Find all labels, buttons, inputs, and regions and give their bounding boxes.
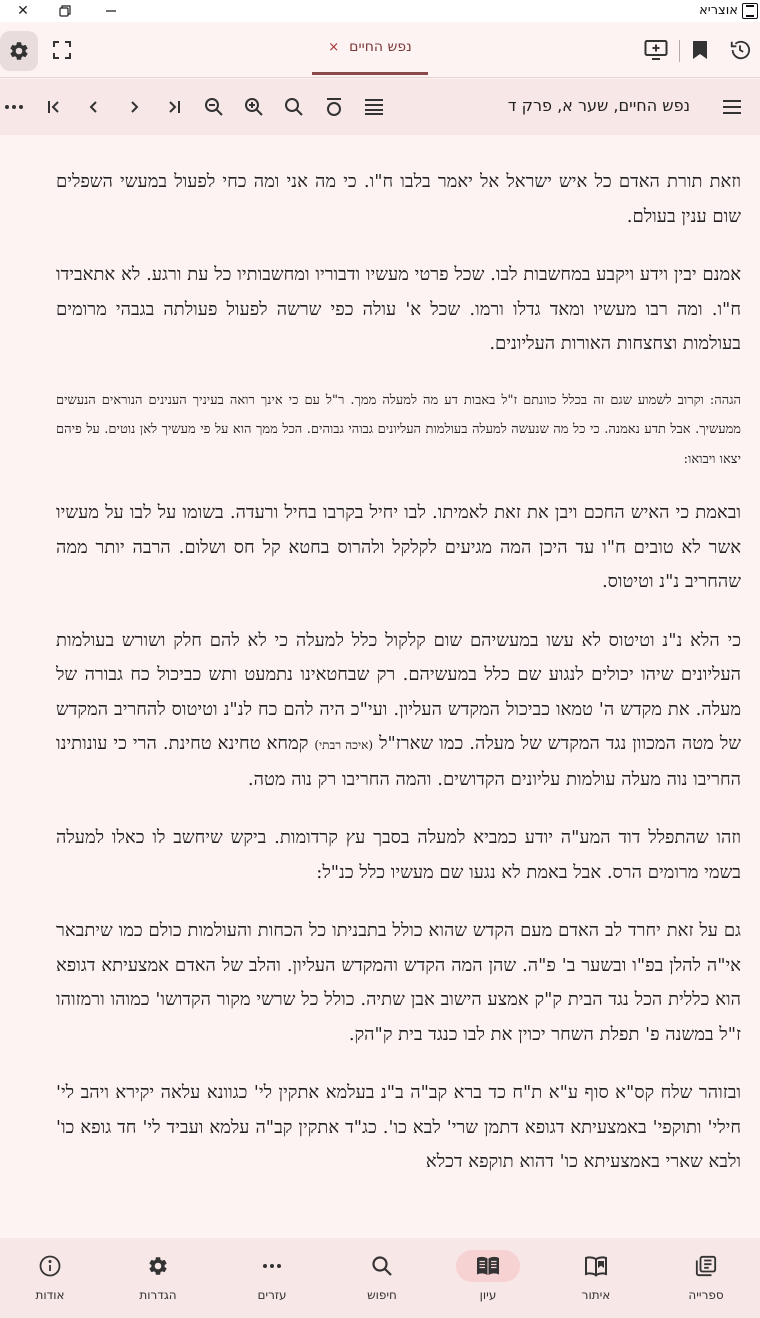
nav-library[interactable] xyxy=(666,1250,746,1310)
search-icon xyxy=(284,97,304,117)
nav-tools[interactable] xyxy=(232,1250,312,1310)
more-horizontal-icon xyxy=(4,104,24,110)
text-paragraph xyxy=(56,624,741,798)
zoom-out-button[interactable] xyxy=(196,89,232,125)
vowels-toggle-button[interactable] xyxy=(316,89,352,125)
gear-icon xyxy=(8,40,30,62)
app-title: אוצריא xyxy=(699,3,738,18)
window-restore-button[interactable] xyxy=(42,0,88,22)
nav-label: איתור xyxy=(581,1288,611,1302)
reading-toolbar xyxy=(0,79,760,135)
open-book-icon xyxy=(476,1256,500,1276)
restore-icon xyxy=(59,5,71,17)
text-lines-icon xyxy=(364,98,384,116)
next-button[interactable] xyxy=(116,89,152,125)
search-icon xyxy=(371,1255,393,1277)
breadcrumb[interactable]: נפש החיים, שער א, פרק ד xyxy=(507,96,690,115)
nav-settings[interactable] xyxy=(118,1250,198,1310)
nav-label: ספרייה xyxy=(688,1288,724,1302)
window-title-bar xyxy=(0,0,760,22)
tab-close-icon[interactable]: × xyxy=(328,39,340,55)
window-close-button[interactable]: ✕ xyxy=(17,3,29,19)
text-format-button[interactable] xyxy=(356,89,392,125)
text-paragraph: וזהו שהתפלל דוד המע"ה יודע כמביא למעלה בסבך עץ קרדומות. ביקש שיחשב לו כאלו למעלה בשמי מרומים הרס. אבל באמת לא נגעו שם מעשיו כלל כנ"ל: xyxy=(56,827,741,883)
fullscreen-icon xyxy=(52,40,72,60)
app-logo-icon xyxy=(742,3,758,19)
gear-icon xyxy=(147,1255,169,1277)
window-minimize-button[interactable] xyxy=(88,0,134,22)
bottom-navigation xyxy=(0,1238,760,1318)
info-icon xyxy=(39,1255,61,1277)
zoom-in-button[interactable] xyxy=(236,89,272,125)
gloss-paragraph: הגהה: וקרוב לשמוע שגם זה בכלל כוונתם ז"ל באבות דע מה למעלה ממך. ר"ל עם כי אינך רואה בעיניך הענינים הנוראים הנעשים ממעשיך. אבל תדע נאמנה. כי כל מה שנעשה למעלה בעולמות העליונים גבוהי גבוהים. הכל ממך הוא על פי מעשיך לאן נוטים. על פיהם יצאו ויבואו: xyxy=(56,392,741,467)
first-page-icon xyxy=(46,99,62,115)
chevron-right-icon xyxy=(126,99,142,115)
add-to-screen-icon xyxy=(644,39,668,61)
nav-label: עזרים xyxy=(257,1288,287,1302)
text-segment: קמחא טחינא טחינת. הרי כי עונותינו החריבו נוה מעלה עולמות עליונים הקדושים. והמה החריבו רק נוה מטה. xyxy=(56,733,741,790)
history-icon xyxy=(728,39,752,61)
history-button[interactable] xyxy=(722,32,758,68)
nav-about[interactable] xyxy=(10,1250,90,1310)
tab-bar xyxy=(0,22,760,78)
library-icon xyxy=(695,1255,717,1277)
find-book-icon xyxy=(584,1255,608,1277)
zoom-out-icon xyxy=(204,97,224,117)
nav-study[interactable] xyxy=(448,1250,528,1310)
bookmark-button[interactable] xyxy=(682,32,718,68)
fullscreen-button[interactable] xyxy=(44,32,80,68)
text-paragraph: וזאת תורת האדם כל איש ישראל אל יאמר בלבו ח"ו. כי מה אני ומה כחי לפעול במעשי השפלים שום ענין בעולם. xyxy=(56,171,741,227)
last-page-icon xyxy=(166,99,182,115)
last-page-button[interactable] xyxy=(156,89,192,125)
nav-label: חיפוש xyxy=(367,1288,397,1302)
minimize-icon xyxy=(105,5,117,17)
nav-search[interactable] xyxy=(342,1250,422,1310)
nav-find[interactable] xyxy=(556,1250,636,1310)
nav-label: הגדרות xyxy=(139,1288,177,1302)
nav-label: עיון xyxy=(479,1288,497,1302)
first-page-button[interactable] xyxy=(36,89,72,125)
zoom-in-icon xyxy=(244,97,264,117)
source-reference: (איכה רבתי) xyxy=(314,738,374,752)
text-paragraph: גם על זאת יחרד לב האדם מעם הקדש שהוא כולל בתבניתו כל הכחות והעולמות כולם כמו שיתבאר אי"ה להלן בפ"ו ובשער ב' פ"ה. שהן המה הקדש והמקדש העליון. והלב של האדם אמצעיתא דגופא הוא כללית הכל נגד הבית ק"ק אמצע הישוב אבן שתיה. כולל כל שרשי מקור הקדושו' כמוהו ורמזוהו ז"ל במשנה פ' תפלת השחר יכוין את לבו כנגד בית ק"הק. xyxy=(56,920,741,1045)
add-tab-button[interactable] xyxy=(638,32,674,68)
chevron-left-icon xyxy=(86,99,102,115)
text-paragraph: ובאמת כי האיש החכם ויבן את זאת לאמיתו. לבו יחיל בקרבו בחיל ורעדה. בשומו על לבו על מעשיו אשר לא טובים ח"ו עד היכן המה מגיעים לקלקל ולהרוס בחטא קל חס ושלום. הרבה יותר ממה שהחריב נ"נ וטיטוס. xyxy=(56,502,741,592)
nav-label: אודות xyxy=(35,1288,65,1302)
text-paragraph: אמנם יבין וידע ויקבע במחשבות לבו. שכל פרטי מעשיו ודבוריו ומחשבותיו כל עת ורגע. לא אתאבידו ח"ו. ומה רבו מעשיו ומאד גדלו ורמו. שכל א' עולה כפי שרשה לפעול פעולתה בגבהי מרומים בעולמות וצחצחות האורות העליונים. xyxy=(56,264,741,354)
table-of-contents-button[interactable] xyxy=(714,89,750,125)
menu-icon xyxy=(722,99,742,115)
text-segment: כי הלא נ"נ וטיטוס לא עשו במעשיהם שום קלקול כלל למעלה כי לא להם חלק ושורש בעולמות העליונים שיהו יכולים לנגוע שם כלל במעשיהם. רק שבחטאינו נתמעט ותש כביכול כח גבורה של מעלה. את מקדש ה' טמאו כביכול המקדש העליון. ועי"כ היה להם כח לנ"נ וטיטוס להחריב המקדש של מטה המכוון נגד המקדש של מעלה. כמו שארז"ל xyxy=(56,629,741,754)
settings-button[interactable] xyxy=(0,31,38,71)
tab-label: נפש החיים xyxy=(349,39,412,55)
tab-nefesh-hachaim[interactable] xyxy=(312,22,428,75)
toolbar-divider xyxy=(679,40,680,62)
more-icon xyxy=(262,1263,282,1269)
search-in-book-button[interactable] xyxy=(276,89,312,125)
book-text-area[interactable] xyxy=(0,135,760,1238)
vowels-icon xyxy=(325,97,343,117)
previous-button[interactable] xyxy=(76,89,112,125)
more-options-button[interactable] xyxy=(0,89,32,125)
bookmark-icon xyxy=(692,40,708,60)
text-paragraph: ובזוהר שלח קס"א סוף ע"א ת"ח כד ברא קב"ה ב"נ בעלמא אתקין לי' כגוונא עלאה יקירא ויהב לי' חילי' ותוקפי' באמצעיתא דגופא דתמן שרי' לבא כו'. כג"ד אתקין קב"ה עלמא ועביד לי' חד גופא כו' ולבא שארי באמצעיתא כו' דהוא תוקפא דכלא xyxy=(56,1082,741,1172)
